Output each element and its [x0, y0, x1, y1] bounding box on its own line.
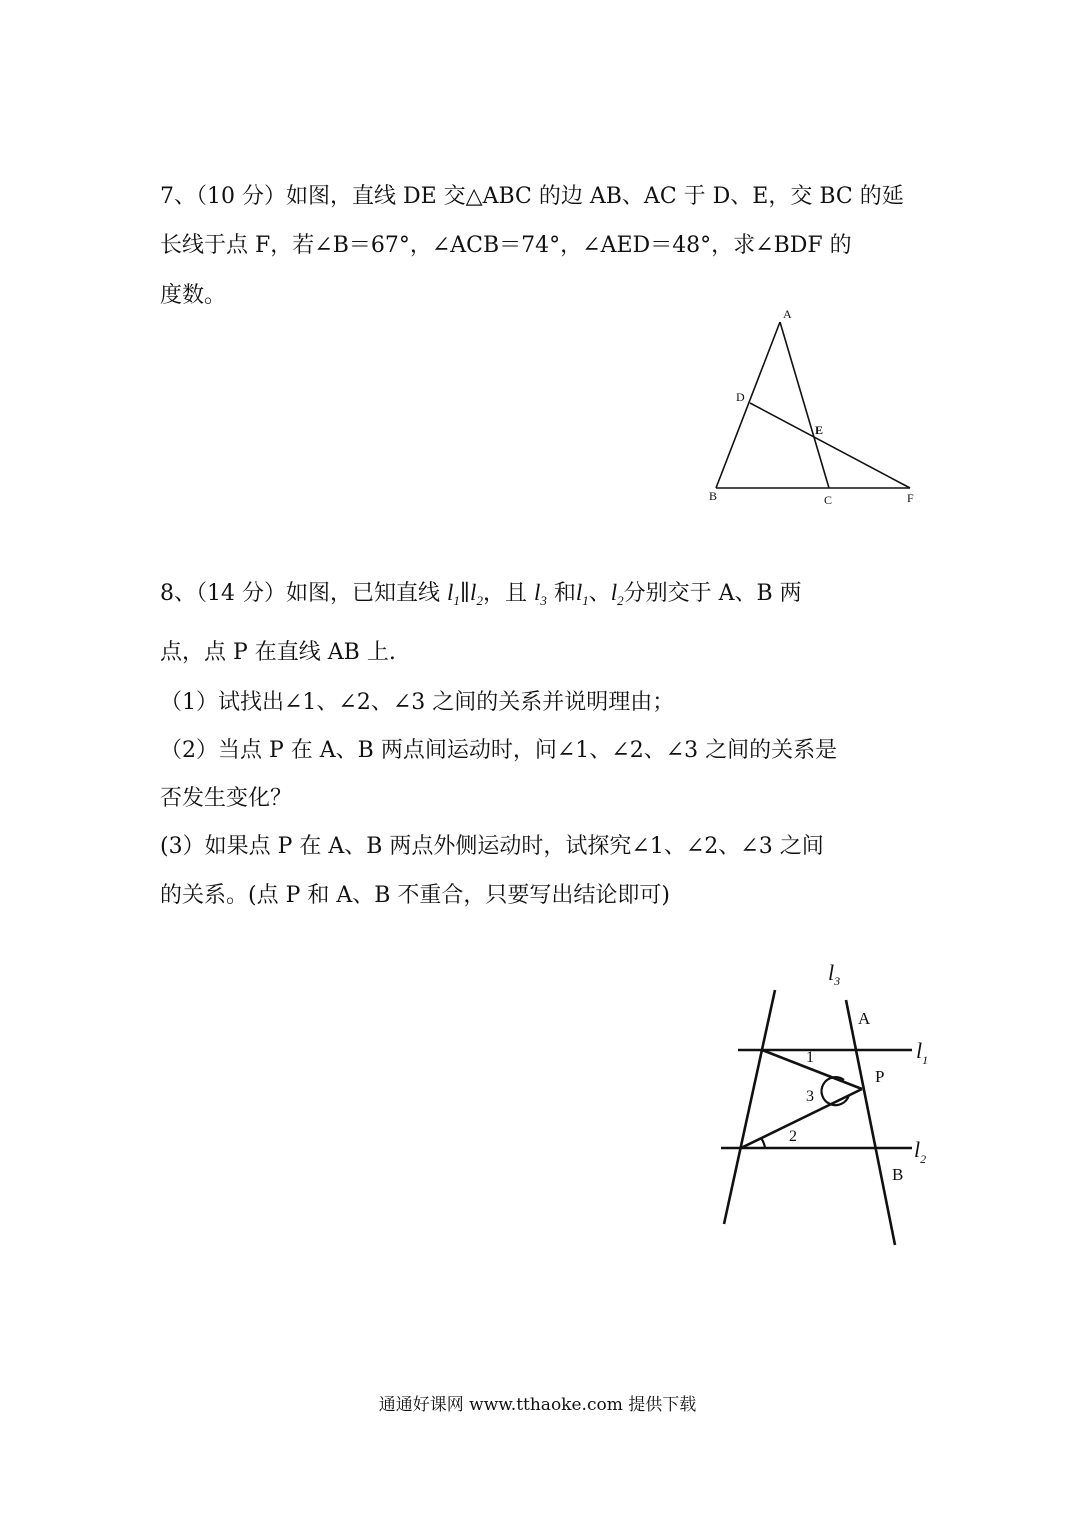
- subscript: 2: [617, 593, 624, 608]
- segment-AB: [716, 322, 780, 488]
- line-l3: [846, 1000, 895, 1245]
- segment-to-P-bottom: [741, 1089, 862, 1148]
- left-transversal: [724, 990, 775, 1224]
- q7-figure-labels: [709, 307, 914, 507]
- q8-figure: [721, 990, 912, 1245]
- label-E: E: [815, 423, 824, 437]
- q8-item2-line2: 否发生变化？: [160, 786, 293, 811]
- parallel-symbol: ∥: [459, 581, 471, 606]
- q8-item3-line1: (3）如果点 P 在 A、B 两点外侧运动时，试探究∠1、∠2、∠3 之间: [160, 834, 824, 859]
- q8-item3-line2: 的关系。(点 P 和 A、B 不重合，只要写出结论即可): [160, 883, 670, 908]
- label-D: D: [736, 390, 745, 404]
- label-angle-1: 1: [806, 1049, 814, 1066]
- footer-text: 通通好课网 www.tthaoke.com 提供下载: [378, 1395, 697, 1415]
- subscript: 1: [582, 593, 589, 608]
- q8-line1-prefix: 8、（14 分）如图，已知直线: [160, 581, 447, 606]
- q7-text-line1: 7、（10 分）如图，直线 DE 交△ABC 的边 AB、AC 于 D、E，交 BC 的延: [160, 184, 904, 209]
- l-letter: l: [533, 580, 541, 605]
- label-A: A: [783, 307, 792, 321]
- subscript: 2: [476, 593, 483, 608]
- q8-line1-post: 分别交于 A、B 两: [623, 581, 802, 606]
- q8-text-line2: 点，点 P 在直线 AB 上.: [160, 640, 396, 665]
- subscript: 1: [453, 593, 460, 608]
- label-B: B: [892, 1165, 904, 1184]
- q8-item1: （1）试找出∠1、∠2、∠3 之间的关系并说明理由；: [160, 690, 675, 715]
- l-letter: l: [610, 580, 618, 605]
- q8-item2-line1: （2）当点 P 在 A、B 两点间运动时，问∠1、∠2、∠3 之间的关系是: [160, 738, 838, 763]
- label-angle-3: 3: [806, 1088, 814, 1105]
- label-l3: $l_3$: [828, 960, 841, 988]
- q7-figure: [716, 322, 910, 488]
- q7-text-line3: 度数。: [160, 283, 227, 308]
- label-A: A: [858, 1009, 871, 1028]
- l-letter: l: [575, 580, 583, 605]
- subscript: 3: [540, 593, 547, 608]
- q8-line1-mid: ，且: [482, 581, 534, 606]
- l-letter: l: [470, 580, 477, 605]
- label-angle-2: 2: [789, 1128, 797, 1145]
- label-l1: $l_1$: [916, 1038, 929, 1067]
- label-P: P: [875, 1067, 885, 1086]
- segment-AC: [780, 322, 829, 488]
- l-letter: l: [446, 580, 454, 605]
- label-C: C: [824, 493, 833, 507]
- q7-text-line2: 长线于点 F，若∠B＝67°，∠ACB＝74°，∠AED＝48°，求∠BDF 的: [160, 233, 852, 258]
- q8-figure-labels: [789, 960, 928, 1184]
- q8-angle-arcs: [761, 1077, 849, 1148]
- label-l2: $l_2$: [914, 1137, 927, 1166]
- q8-line1-sep: 、: [588, 581, 611, 606]
- label-F: F: [907, 491, 914, 505]
- angle-2-arc: [761, 1138, 765, 1148]
- q8-line1-and: 和: [546, 581, 576, 606]
- label-B: B: [709, 489, 718, 503]
- segment-DF: [750, 403, 910, 488]
